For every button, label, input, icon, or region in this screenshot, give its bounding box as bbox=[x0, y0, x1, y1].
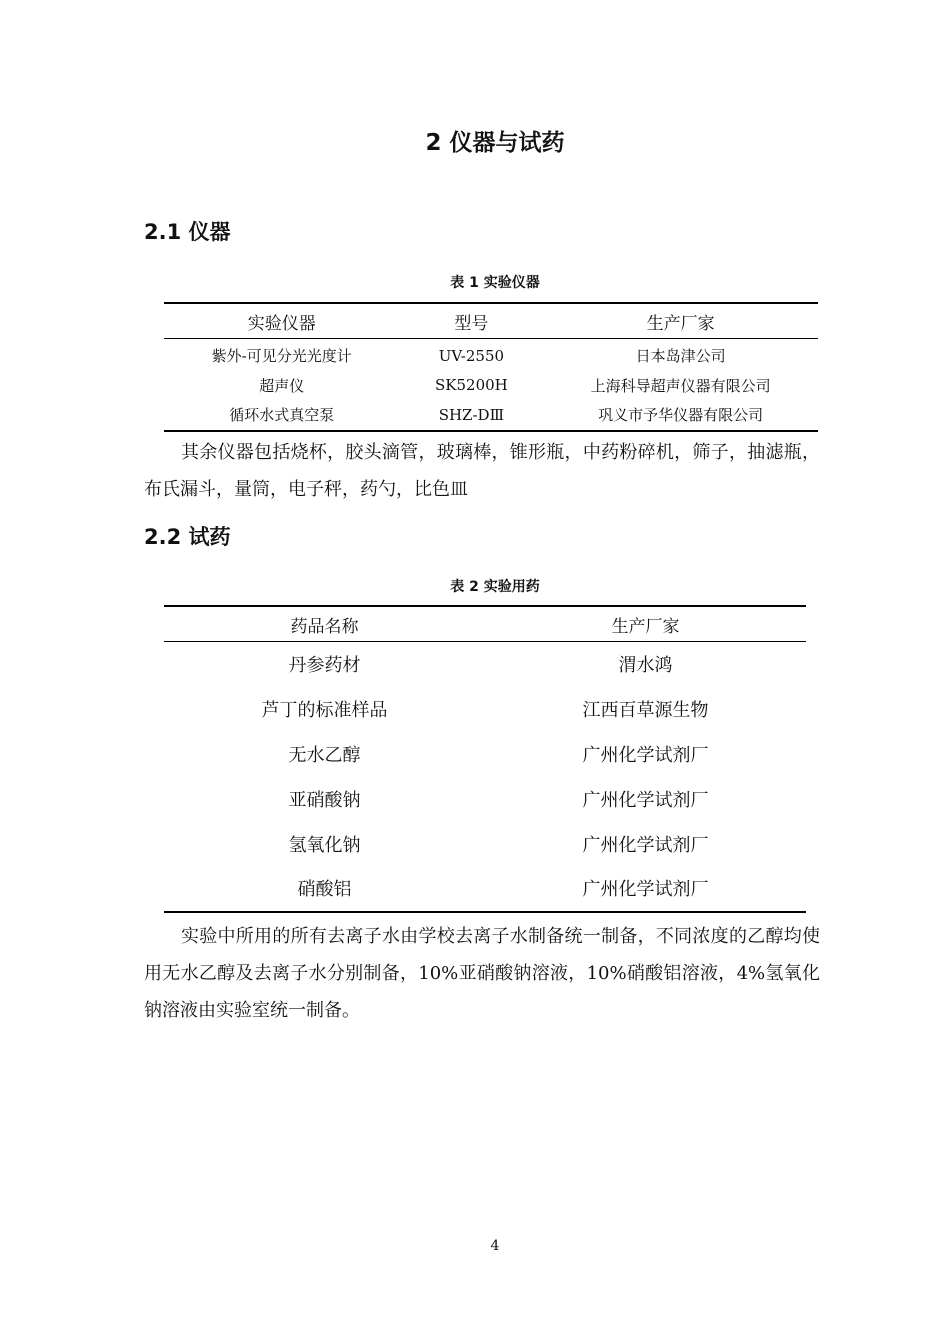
table-header-row bbox=[164, 303, 818, 339]
table-cell: 广州化学试剂厂 bbox=[582, 744, 709, 766]
table-cell: 循环水式真空泵 bbox=[229, 406, 335, 425]
table-cell: UV-2550 bbox=[438, 346, 505, 365]
table-cell: 无水乙醇 bbox=[288, 744, 361, 766]
table-cell: 巩义市予华仪器有限公司 bbox=[598, 406, 764, 425]
table-row bbox=[164, 687, 806, 732]
table-row bbox=[164, 339, 818, 371]
column-header: 生产厂家 bbox=[543, 303, 818, 339]
instruments-table bbox=[164, 302, 818, 432]
table-cell: 氢氧化钠 bbox=[288, 834, 361, 856]
table-cell: 日本岛津公司 bbox=[635, 347, 726, 366]
table-1-caption: 表 1 实验仪器 bbox=[450, 275, 540, 291]
column-header: 实验仪器 bbox=[164, 303, 399, 339]
reagents-table bbox=[164, 605, 806, 913]
table-row bbox=[164, 371, 818, 401]
table-cell: 超声仪 bbox=[259, 376, 305, 395]
table-cell: 硝酸铝 bbox=[297, 879, 352, 901]
table-cell: 紫外-可见分光光度计 bbox=[211, 347, 352, 366]
table-cell: 广州化学试剂厂 bbox=[582, 879, 709, 901]
table-row bbox=[164, 821, 806, 866]
table-row bbox=[164, 776, 806, 821]
table-cell: 丹参药材 bbox=[288, 655, 361, 677]
table-cell: SHZ-DⅢ bbox=[438, 405, 505, 424]
table-cell: 芦丁的标准样品 bbox=[261, 700, 388, 722]
table-cell: 渭水鸿 bbox=[618, 655, 673, 677]
section-title-reagents: 2.2 试药 bbox=[144, 525, 231, 549]
table-row bbox=[164, 400, 818, 431]
table-header-row bbox=[164, 606, 806, 642]
table-cell: 江西百草源生物 bbox=[582, 700, 709, 722]
table-2-caption: 表 2 实验用药 bbox=[450, 579, 540, 595]
column-header: 生产厂家 bbox=[485, 606, 806, 642]
chapter-title: 2 仪器与试药 bbox=[425, 130, 565, 156]
table-row bbox=[164, 732, 806, 777]
column-header: 药品名称 bbox=[164, 606, 485, 642]
column-header: 型号 bbox=[399, 303, 543, 339]
table-cell: SK5200H bbox=[435, 376, 508, 395]
table-cell: 广州化学试剂厂 bbox=[582, 789, 709, 811]
section-title-instruments: 2.1 仪器 bbox=[144, 220, 231, 244]
instruments-paragraph: 其余仪器包括烧杯，胶头滴管，玻璃棒，锥形瓶，中药粉碎机，筛子，抽滤瓶，布氏漏斗，量筒，电子秤，药勺，比色皿 bbox=[144, 442, 820, 500]
reagents-paragraph: 实验中所用的所有去离子水由学校去离子水制备统一制备，不同浓度的乙醇均使用无水乙醇及去离子水分别制备，10%亚硝酸钠溶液，10%硝酸铝溶液，4%氢氧化钠溶液由实验室统一制备。 bbox=[144, 926, 820, 1021]
page-number: 4 bbox=[490, 1238, 500, 1254]
table-cell: 广州化学试剂厂 bbox=[582, 834, 709, 856]
table-row bbox=[164, 866, 806, 912]
table-row bbox=[164, 642, 806, 687]
table-cell: 亚硝酸钠 bbox=[288, 789, 361, 811]
table-cell: 上海科导超声仪器有限公司 bbox=[590, 376, 771, 395]
